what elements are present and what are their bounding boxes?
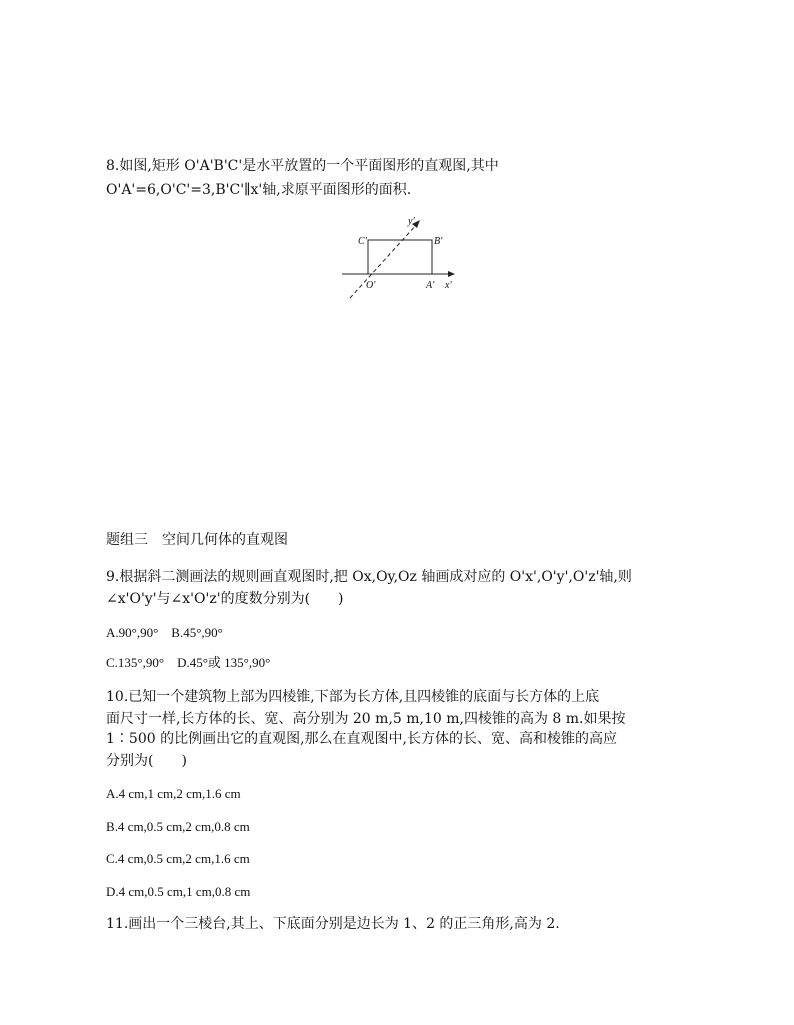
section-3-title: 题组三 空间几何体的直观图 <box>106 532 288 548</box>
q10-text-line-3: 1∶500 的比例画出它的直观图,那么在直观图中,长方体的长、宽、高和棱锥的高应 <box>106 731 617 747</box>
q10-text-line-2: 面尺寸一样,长方体的长、宽、高分别为 20 m,5 m,10 m,四棱锥的高为 8 m.如果按 <box>106 711 626 727</box>
label-x: x' <box>445 280 452 291</box>
label-c: C' <box>358 236 367 247</box>
q9-text-line-2: ∠x'O'y'与∠x'O'z'的度数分别为( ) <box>106 591 344 607</box>
label-o: O' <box>366 280 376 291</box>
q9-options-ab: A.90°,90° B.45°,90° <box>106 625 223 640</box>
q9-text-line-1: 9.根据斜二测画法的规则画直观图时,把 Ox,Oy,Oz 轴画成对应的 O'x',O'y',O'z'轴,则 <box>106 569 632 585</box>
label-a: A' <box>426 280 435 291</box>
q9-options-cd: C.135°,90° D.45°或 135°,90° <box>106 655 271 670</box>
q10-text-line-4: 分别为( ) <box>106 753 187 769</box>
q10-option-a: A.4 cm,1 cm,2 cm,1.6 cm <box>106 786 241 801</box>
label-b: B' <box>434 236 443 247</box>
x-axis-arrow <box>448 271 455 277</box>
q8-text-line-2: O'A'=6,O'C'=3,B'C'∥x'轴,求原平面图形的面积. <box>106 182 412 198</box>
q8-text-line-1: 8.如图,矩形 O'A'B'C'是水平放置的一个平面图形的直观图,其中 <box>106 158 499 174</box>
q8-figure <box>338 212 460 300</box>
label-y: y' <box>408 216 415 227</box>
rectangle-oabc <box>368 240 432 274</box>
q10-option-b: B.4 cm,0.5 cm,2 cm,0.8 cm <box>106 819 250 834</box>
q10-option-d: D.4 cm,0.5 cm,1 cm,0.8 cm <box>106 884 251 899</box>
q11-text-line-1: 11.画出一个三棱台,其上、下底面分别是边长为 1、2 的正三角形,高为 2. <box>106 916 560 932</box>
q10-option-c: C.4 cm,0.5 cm,2 cm,1.6 cm <box>106 851 250 866</box>
q10-text-line-1: 10.已知一个建筑物上部为四棱锥,下部为长方体,且四棱锥的底面与长方体的上底 <box>106 689 600 705</box>
